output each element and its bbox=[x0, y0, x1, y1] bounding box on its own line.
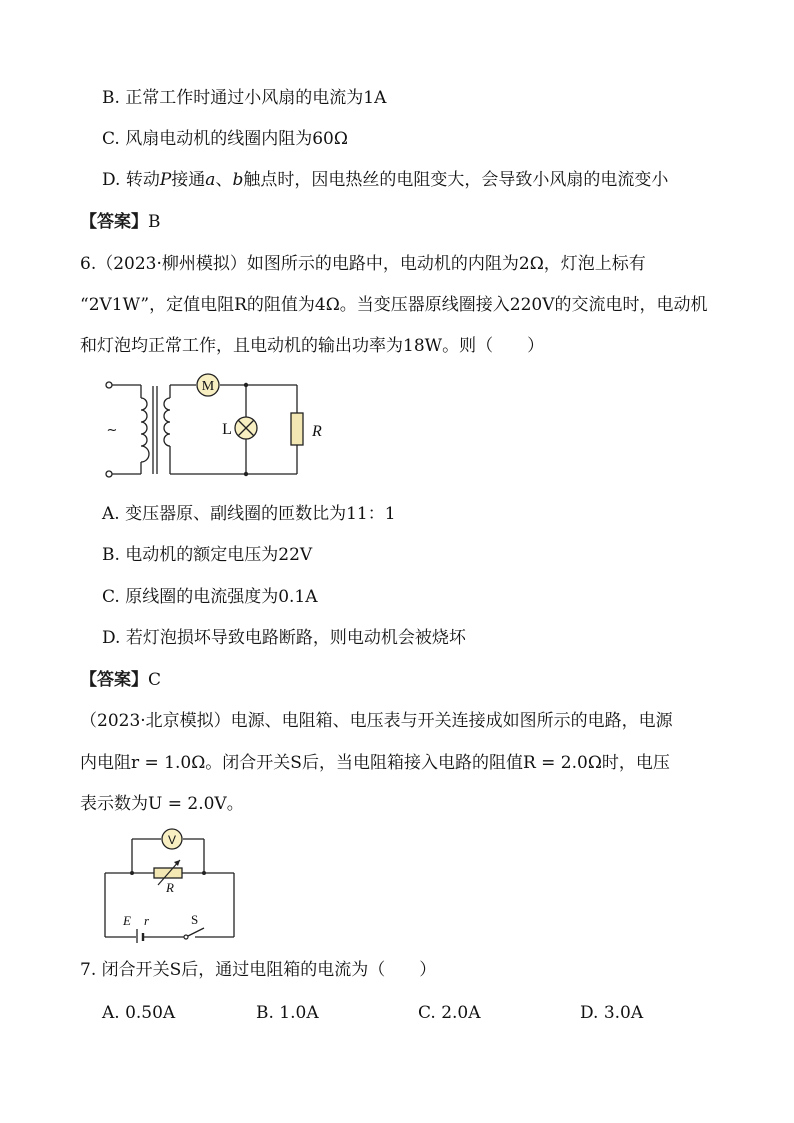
answer-label: 【答案】 bbox=[80, 212, 148, 232]
switch-label: S bbox=[191, 912, 199, 927]
q5-option-d-post: 触点时，因电热丝的电阻变大，会导致小风扇的电流变小 bbox=[243, 170, 669, 190]
q7-option-d: D. 3.0A bbox=[580, 1003, 644, 1023]
q5-option-d-b: b bbox=[232, 170, 244, 190]
q6-option-c: C. 原线圈的电流强度为0.1A bbox=[102, 587, 318, 607]
q7-question: 7. 闭合开关S后，通过电阻箱的电流为（ ） bbox=[80, 960, 437, 980]
battery-symbol bbox=[137, 929, 143, 943]
junction-dot bbox=[244, 383, 248, 387]
junction-dot bbox=[202, 871, 206, 875]
q7-stem-line1: （2023·北京模拟）电源、电阻箱、电压表与开关连接成如图所示的电路，电源 bbox=[80, 711, 673, 731]
q6-answer bbox=[80, 668, 161, 692]
q7-stem-line3: 表示数为U = 2.0V。 bbox=[80, 794, 244, 814]
junction-dot bbox=[130, 871, 134, 875]
q5-option-d-pre: D. 转动 bbox=[102, 170, 160, 190]
q7-stem-line2: 内电阻r = 1.0Ω。闭合开关S后，当电阻箱接入电路的阻值R = 2.0Ω时，电压 bbox=[80, 753, 670, 773]
answer-value: C bbox=[148, 670, 162, 690]
internal-resistance-label: r bbox=[144, 913, 150, 928]
q5-option-d-a: a bbox=[205, 170, 216, 190]
q7-option-c: C. 2.0A bbox=[418, 1003, 481, 1023]
voltmeter-label: V bbox=[167, 833, 177, 847]
motor-label: M bbox=[201, 379, 215, 394]
resistor-symbol bbox=[291, 413, 303, 445]
ac-source-label: ~ bbox=[106, 423, 118, 438]
lamp-label: L bbox=[222, 421, 232, 438]
q6-circuit-diagram bbox=[96, 368, 336, 484]
q6-stem-line3: 和灯泡均正常工作，且电动机的输出功率为18W。则（ ） bbox=[80, 336, 545, 356]
junction-dot bbox=[244, 472, 248, 476]
q6-stem-line1: 6.（2023·柳州模拟）如图所示的电路中，电动机的内阻为2Ω，灯泡上标有 bbox=[80, 254, 646, 274]
q5-option-d-sep: 、 bbox=[215, 170, 233, 190]
q5-option-b: B. 正常工作时通过小风扇的电流为1A bbox=[102, 88, 387, 108]
q6-option-a: A. 变压器原、副线圈的匝数比为11：1 bbox=[102, 504, 396, 524]
q5-option-d bbox=[102, 168, 668, 192]
resistor-label: R bbox=[312, 423, 322, 440]
q7-option-b: B. 1.0A bbox=[256, 1003, 319, 1023]
resistor-label: R bbox=[166, 880, 174, 895]
q5-answer bbox=[80, 210, 161, 234]
q7-option-a: A. 0.50A bbox=[102, 1003, 176, 1023]
q6-stem-line2: “2V1W”，定值电阻R的阻值为4Ω。当变压器原线圈接入220V的交流电时，电动机 bbox=[80, 295, 708, 315]
answer-value: B bbox=[148, 212, 161, 232]
q6-option-d: D. 若灯泡损坏导致电路断路，则电动机会被烧坏 bbox=[102, 628, 466, 648]
q5-option-d-p: P bbox=[159, 170, 172, 190]
lamp-symbol bbox=[235, 417, 257, 439]
q5-option-d-mid: 接通 bbox=[171, 170, 206, 190]
q6-option-b: B. 电动机的额定电压为22V bbox=[102, 545, 313, 565]
q5-option-c: C. 风扇电动机的线圈内阻为60Ω bbox=[102, 129, 348, 149]
emf-label: E bbox=[123, 913, 131, 928]
q7-circuit-diagram bbox=[100, 825, 240, 943]
answer-label: 【答案】 bbox=[80, 670, 148, 690]
